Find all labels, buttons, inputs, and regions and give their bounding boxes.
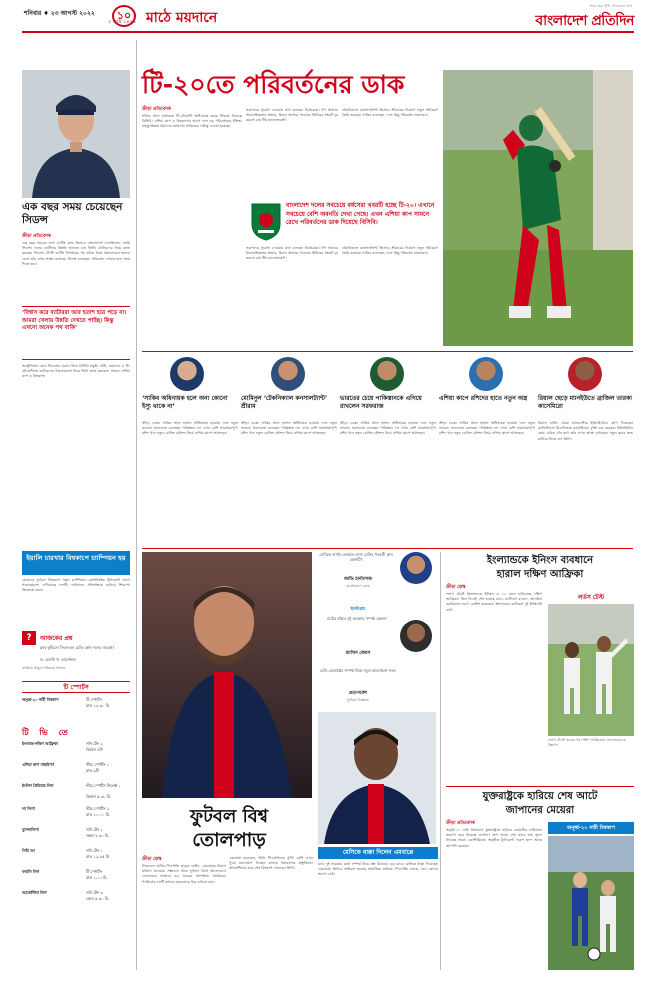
column-divider [136, 40, 137, 970]
date-line: শনিবার ♦ ২৩ আগস্ট ২০২২ [24, 10, 95, 17]
tv-row [22, 741, 130, 761]
mug-body: ক্রীড়া ডেস্ক। সাকিব আল হাসান অধিনায়ক হওয়ায় দলে নতুন ভাবনা। সরফরাজ বলেছেন পাকিস্তান দল এখন বেশি ভারসাম্যপূর্ণ। রশিদ খান নতুন বোলিং কৌশল নিয়ে এশিয়া কাপে আসছেন। [340, 421, 436, 436]
tv-row [22, 890, 130, 910]
masthead-rule [22, 31, 634, 33]
siddons-portrait [22, 70, 130, 198]
mug-strip [142, 355, 633, 545]
section-rule [142, 351, 633, 352]
proteas-celebration-image [548, 604, 634, 736]
tv-row-time: রাত ১২-৪৫ মি. [86, 854, 111, 859]
england-headline-1: ইংল্যান্ডকে ইনিংস ব্যবধানে [486, 555, 594, 566]
tv-rows [22, 695, 130, 961]
section-rule [142, 548, 633, 549]
football-headline-2: তোলপাড় [192, 829, 266, 851]
japan-photo [548, 836, 634, 970]
women-wc-box [22, 551, 130, 623]
tv-row-time: বিকাল ৫-৩০ মি. [86, 794, 112, 799]
main-body-col-2: তরুণদের সুযোগ দেওয়ার কথা বলছেন নির্বাচকরা। টপ অর্ডারে ধারাবাহিকতার অভাব, মিডল অর্ডারে পাওয়ার হিটারের সংকট দূর করতে চায় টিম ম্যানেজমেন্ট। [246, 108, 338, 123]
quiz-icon: ? [22, 631, 36, 645]
tv-row-channel: স্টার স্পোর্টস ২ [86, 806, 110, 811]
tv-row-channel: সনি টেন ২ [86, 741, 103, 746]
mug-headline: মোমিনুল ‘টেকনিক্যাল কনসালট্যান্ট’ শ্রীরাম [241, 395, 328, 410]
left-pullquote: ‘বিশ্বাস করে ব্যাটাররা আর হতাশ হয়ে পড়ে না। আমরা খেলায় উন্নতি দেখতে পাচ্ছি। কিন্তু এখনো অনেক পথ বাকি’ [22, 306, 130, 360]
england-byline: ক্রীড়া ডেস্ক [446, 585, 466, 590]
messi-photo [142, 552, 312, 798]
mug-item [439, 355, 535, 545]
logo: বাংলাদেশ প্রতিদিন [535, 13, 634, 29]
tv-row-channel: সনি টেন ২ [86, 827, 103, 832]
tv-row-time: রাত ১২-৩০ মি. [86, 703, 111, 708]
football-body-1: লিওনেল মেসির পিএসজি ছাড়ার গুঞ্জন, এমবাপ্পের রিয়াল মাদ্রিদে যাওয়ার সম্ভাবনা নিয়ে ফুটবল বিশ্বে আলোচনা। দলবদলের বাজারে বড় খবরের অপেক্ষায় সমর্থকরা। প্যারিসের দলটি তাদের তারকাদের ধরে রাখতে চায়। [142, 864, 226, 884]
tv-row-name: আর্জেন্টিনা লিগ [22, 890, 47, 895]
left-headline: এক বছর সময় চেয়েছেন সিডন্স [22, 201, 123, 226]
section-title: মাঠে ময়দানে [146, 10, 218, 26]
callout-text: মাঠের বাইরে দুই তারকার সম্পর্ক কেমন? [327, 616, 387, 621]
masthead [22, 4, 634, 36]
main-pullquote: বাংলাদেশ দলের সবচেয়ে বর্ষসেরা খবরটি হচ্ছে টি-২০। এখানে সবচেয়ে বেশি অবনতি দেখা গেছে। এখন এশিয়া কাপ সামনে রেখে পরিবর্তনের ডাক দিয়েছে বিসিবি। [286, 202, 435, 227]
japan-headline-2: জাপানের মেয়েরা [505, 805, 575, 816]
tv-title-2: টি ভি তে [22, 728, 72, 737]
mbappe-image [318, 712, 436, 844]
mug-photo [170, 357, 204, 391]
tv-row-name: সিরি আ [22, 848, 35, 853]
women-wc-body: মেয়েদের ফুটবল বিশ্বকাপে নতুন চ্যাম্পিয়ন। বয়সভিত্তিক টুর্নামেন্টে দারুণ পারফরম্যান্স দেখিয়েছে দলটি। ফাইনালে প্রতিপক্ষকে হারিয়ে শিরোপা জিতেছে তারা। [22, 578, 130, 593]
callout-avatar [400, 552, 432, 584]
tv-row-time: বিকাল ৪টা [86, 747, 103, 752]
callout-label: ইনস্টাগ্রাম [350, 606, 366, 611]
callout [318, 668, 436, 708]
main-body-col-3b: টেকনিক্যাল কনসালট্যান্ট হিসেবে শ্রীরামের নিয়োগ নতুন সমীকরণ তৈরি করেছে। সাকিব বলেছেন, দলে কিছু পরিবর্তন প্রয়োজন। [342, 246, 438, 256]
england-body: লর্ডস টেস্টে ইংল্যান্ডকে ইনিংস ও ১২ রানে হারিয়েছে দক্ষিণ আফ্রিকা। তিন দিনেই শেষ হয়েছে ম্যাচ। কাগিসো রাবাদা, আনরিখ নরকিয়ারা দারুণ বোলিং করেছেন। ইংল্যান্ডের ব্যাটাররা দুই ইনিংসেই ব্যর্থ। [446, 592, 542, 612]
tv-row-time: রাত ৯টা [86, 768, 99, 773]
quiz-box [22, 631, 130, 671]
women-wc-headline: ইয়ালি চারখার বিশ্বকাপে চ্যাম্পিয়ন হয় [22, 551, 130, 575]
casemiro-body: রিয়াল মাদ্রিদ থেকে ম্যানচেস্টার ইউনাইটেডে যোগ দিয়েছেন ব্রাজিলিয়ান মিডফিল্ডার কাসেমিরো। চুক্তি চার বছরের। ইউনাইটেড কোচ এরিক টেন হাগ তাঁর ওপর আস্থা রাখছেন। নতুন ক্লাবে দ্রুত মানিয়ে নিতে চান তিনি। [538, 421, 633, 441]
mug-photo [568, 357, 602, 391]
callout-text: মেসি-এমবাপ্পের সম্পর্ক নিয়ে নতুন আলোচনা শুরু। [320, 668, 396, 673]
logo-tagline: সাত বছর পূর্তি, সাফল্যের পথে [589, 4, 632, 8]
japan-body: অনূর্ধ্ব-২০ নারী বিশ্বকাপে যুক্তরাষ্ট্রকে হারিয়ে কোয়ার্টার ফাইনালে জায়গা করে নিয়েছে জাপান। গ্রুপ পর্বের শেষ ম্যাচে জয় তুলে নিয়েছে তারা। কোস্টারিকায় অনুষ্ঠিত টুর্নামেন্টে দারুণ ছন্দে আছে জাপানি মেয়েরা। [446, 828, 542, 848]
mug-body: ক্রীড়া ডেস্ক। সাকিব আল হাসান অধিনায়ক হওয়ায় দলে নতুন ভাবনা। সরফরাজ বলেছেন পাকিস্তান দল এখন বেশি ভারসাম্যপূর্ণ। রশিদ খান নতুন বোলিং কৌশল নিয়ে এশিয়া কাপে আসছেন। [142, 421, 238, 436]
callout-avatar [400, 620, 432, 652]
left-byline: ক্রীড়া প্রতিবেদক [22, 234, 51, 239]
football-body-2: এমবাপ্পে বলেছেন, তিনি পিএসজিতে সুখী। মেসি এখন পুরো মনোযোগ দিচ্ছেন কাতার বিশ্বকাপের প্রস্তুতিতে। আর্জেন্টিনার হয়ে শেষ বিশ্বকাপ খেলবেন তিনি। [229, 856, 313, 871]
england-tag: লর্ডস টেস্ট [577, 594, 605, 601]
callout-role: বার্সেলোনা কোচ [346, 584, 370, 588]
tv-row-time: রাত ১-০০ মি. [86, 875, 108, 880]
mug-item [241, 355, 337, 545]
tv-schedule [22, 681, 130, 961]
england-photo [548, 604, 634, 736]
main-body-col-3: টেকনিক্যাল কনসালট্যান্ট হিসেবে শ্রীরামের নিয়োগ নতুন সমীকরণ তৈরি করেছে। সাকিব বলেছেন, দলে কিছু পরিবর্তন প্রয়োজন। [342, 108, 438, 118]
japan-tag: অনূর্ধ্ব-২০ নারী বিশ্বকাপ [548, 822, 634, 834]
mug-headline: ভারতের চেয়ে পাকিস্তানকে এগিয়ে রাখলেন সরফরাজ [340, 395, 422, 410]
tv-row [22, 848, 130, 868]
mug-photo [271, 357, 305, 391]
main-body-col-1: শাকিব আল হাসানকে টি-টোয়েন্টি অধিনায়ক করার সিদ্ধান্ত নিয়েছে বিসিবি। এশিয়া কাপ ও বিশ্বকাপের আগে দলে বড় পরিবর্তনের ইঙ্গিত। মাহমুদউল্লাহ রিয়াদের জায়গায় সাকিবকে দায়িত্ব দেওয়া হয়েছে। [142, 114, 242, 129]
tv-row-time: সন্ধ্যা ৭-৩০ মি. [86, 833, 110, 838]
mug-headline: রিয়াল ছেড়ে ম্যানইউতে ব্রাজিল তারকা কাসেমিরো [538, 395, 633, 410]
mug-headline: ‘সাকিব অধিনায়ক হলে অন্য কোনো ইস্যু থাকে না’ [142, 395, 228, 410]
tv-row-channel: স্টার স্পোর্টস সিলেক্ট ১ [86, 783, 121, 788]
callout [318, 552, 436, 602]
tv-row [22, 827, 130, 847]
football-sub-headline: মেসিকে ধাক্কা দিলেন এমবাপ্পে [318, 847, 438, 859]
england-headline-2: হারাল দক্ষিণ আফ্রিকা [496, 569, 584, 580]
tv-row-channel: টি স্পোর্টস [86, 869, 102, 874]
date-line-2: ৫ ভাদ্র ১৪২৯ [108, 19, 136, 25]
tv-row-name: ইংল্যান্ড-দক্ষিণ আফ্রিকা [22, 741, 58, 746]
tv-row [22, 806, 130, 826]
cricketer-batting-image [443, 70, 633, 346]
tv-row-channel: স্টার স্পোর্টস ১ [86, 762, 110, 767]
mug-item [142, 355, 238, 545]
mug-body: ক্রীড়া ডেস্ক। সাকিব আল হাসান অধিনায়ক হওয়ায় দলে নতুন ভাবনা। সরফরাজ বলেছেন পাকিস্তান দল এখন বেশি ভারসাম্যপূর্ণ। রশিদ খান নতুন বোলিং কৌশল নিয়ে এশিয়া কাপে আসছেন। [439, 421, 535, 436]
mug-body: ক্রীড়া ডেস্ক। সাকিব আল হাসান অধিনায়ক হওয়ায় দলে নতুন ভাবনা। সরফরাজ বলেছেন পাকিস্তান দল এখন বেশি ভারসাম্যপূর্ণ। রশিদ খান নতুন বোলিং কৌশল নিয়ে এশিয়া কাপে আসছেন। [241, 421, 337, 436]
main-headline: টি-২০তে পরিবর্তনের ডাক [142, 70, 405, 99]
left-body-2: অস্ট্রেলিয়ান কোচ সিডন্সের মেয়াদ নিয়ে বিসিবি সন্তুষ্ট। টেস্ট, ওয়ানডে ও টি-টোয়েন্টিতে ব্যাটারদের পারফরম্যান্স নিয়ে তিনি কাজ করছেন। সামনে এশিয়া কাপ ও বিশ্বকাপ। [22, 364, 130, 379]
column-divider [440, 552, 441, 970]
mug-item [538, 355, 633, 545]
callout-name: ম্যাথিস জেমস [345, 651, 371, 656]
mbappe-photo [318, 712, 436, 844]
quiz-options: ক. চেলসি খ. আর্সেনাল [40, 657, 76, 662]
quiz-title: আজকের প্রশ্ন [40, 635, 73, 642]
messi-image [142, 552, 312, 798]
tv-title-1: টি স্পোর্টস [22, 681, 130, 693]
tv-row [22, 869, 130, 889]
bcb-logo-icon [250, 202, 282, 242]
callout-text: মেসিকে বার্সায় ফেরাতে চান? মেসির পরবর্তী ক্লাব কোনটি? [319, 552, 393, 562]
callout-name: জাভি হার্নান্দেজ [344, 577, 372, 582]
football-headline-1: ফুটবল বিশ্ব [189, 806, 269, 827]
japan-football-image [548, 836, 634, 970]
tv-row-channel: সনি টেন ৩ [86, 890, 103, 895]
tv-row [22, 695, 130, 723]
page-number: ১০ [112, 5, 136, 27]
tv-row-name: ইংলিশ প্রিমিয়ার লিগ [22, 783, 54, 788]
tv-row-time: ভোর ৫-৩০ মি. [86, 896, 110, 901]
tv-row-name: লা লিগা [22, 806, 35, 811]
tv-row-time: রাত ১০-০০ মি. [86, 812, 111, 817]
tv-row-name: ফরাসি লিগ [22, 869, 40, 874]
football-byline: ক্রীড়া ডেস্ক [142, 857, 162, 862]
callout-role: ফুটবল বিশ্লেষক [347, 698, 369, 702]
section-rule [446, 786, 634, 787]
mug-headline: এশিয়া কাপে রশিদের হাতে নতুন অস্ত্র [439, 395, 528, 402]
tv-row-name: বুন্দেসলিগা [22, 827, 39, 832]
tv-row [22, 762, 130, 782]
football-sub-body: মাঠে দুই তারকার মধ্যে সম্পর্ক নিয়ে প্রশ্ন উঠেছে। এক ম্যাচে মেসিকে ধাক্কা দিয়েছেন এমবাপ্পে। ভিডিও ভাইরাল হয়েছে সামাজিক মাধ্যমে। পিএসজি বলছে, দলে কোনো সমস্যা নেই। [318, 862, 438, 877]
quiz-note: তাকিয়ে থাকুন পত্রিকার পাতায় [22, 666, 66, 670]
left-body: এক বছর সময়ের জন্য ব্যাটিং কোচ হিসেবে বাংলাদেশে এসেছিলেন জেমি সিডন্স। দলের ব্যাটিংয়ে উন্নতি আনতে চান তিনি। ব্যাটারদের নিয়ে কাজ করছেন সিডন্স। টেস্টে ব্যাটিং বিপর্যয়ের পর তাঁকে নিয়ে সমালোচনা হলেও বোর্ড তাঁর ওপর আস্থা রেখেছে। সিডন্স বলেছেন, পরিবর্তন দেখতে হলে সময় দিতে হবে। [22, 241, 130, 266]
cricket-photo [443, 70, 633, 346]
japan-headline-1: যুক্তরাষ্ট্রকে হারিয়ে শেষ আটে [482, 791, 598, 802]
mug-photo [370, 357, 404, 391]
callout [318, 606, 436, 666]
callout-name: প্রতাপকেশ [348, 691, 368, 696]
quiz-question: ক্লাব ফুটবলে সিএনএল চেকি কোন দলের তারকা? [40, 645, 115, 650]
tv-row [22, 783, 130, 805]
japan-byline: ক্রীড়া প্রতিবেদক [446, 821, 475, 826]
main-byline: ক্রীড়া প্রতিবেদক [142, 107, 171, 112]
tv-row-channel: সনি টেন ১ [86, 848, 103, 853]
tv-row-name: এশিয়া কাপ বাছাইপর্ব [22, 762, 54, 767]
mug-item [340, 355, 436, 545]
siddons-photo [22, 70, 130, 198]
tv-row-name: অনূর্ধ্ব-২০ নারী বিশ্বকাপ [22, 697, 59, 702]
england-caption: লর্ডস টেস্টে জয়ের পর দক্ষিণ আফ্রিকার খেলোয়াড়দের উল্লাস। [548, 738, 626, 747]
mug-photo [469, 357, 503, 391]
main-body-col-2b: তরুণদের সুযোগ দেওয়ার কথা বলছেন নির্বাচকরা। টপ অর্ডারে ধারাবাহিকতার অভাব, মিডল অর্ডারে পাওয়ার হিটারের সংকট দূর করতে চায় টিম ম্যানেজমেন্ট। [246, 246, 338, 261]
tv-row-channel: টি স্পোর্টস [86, 697, 102, 702]
